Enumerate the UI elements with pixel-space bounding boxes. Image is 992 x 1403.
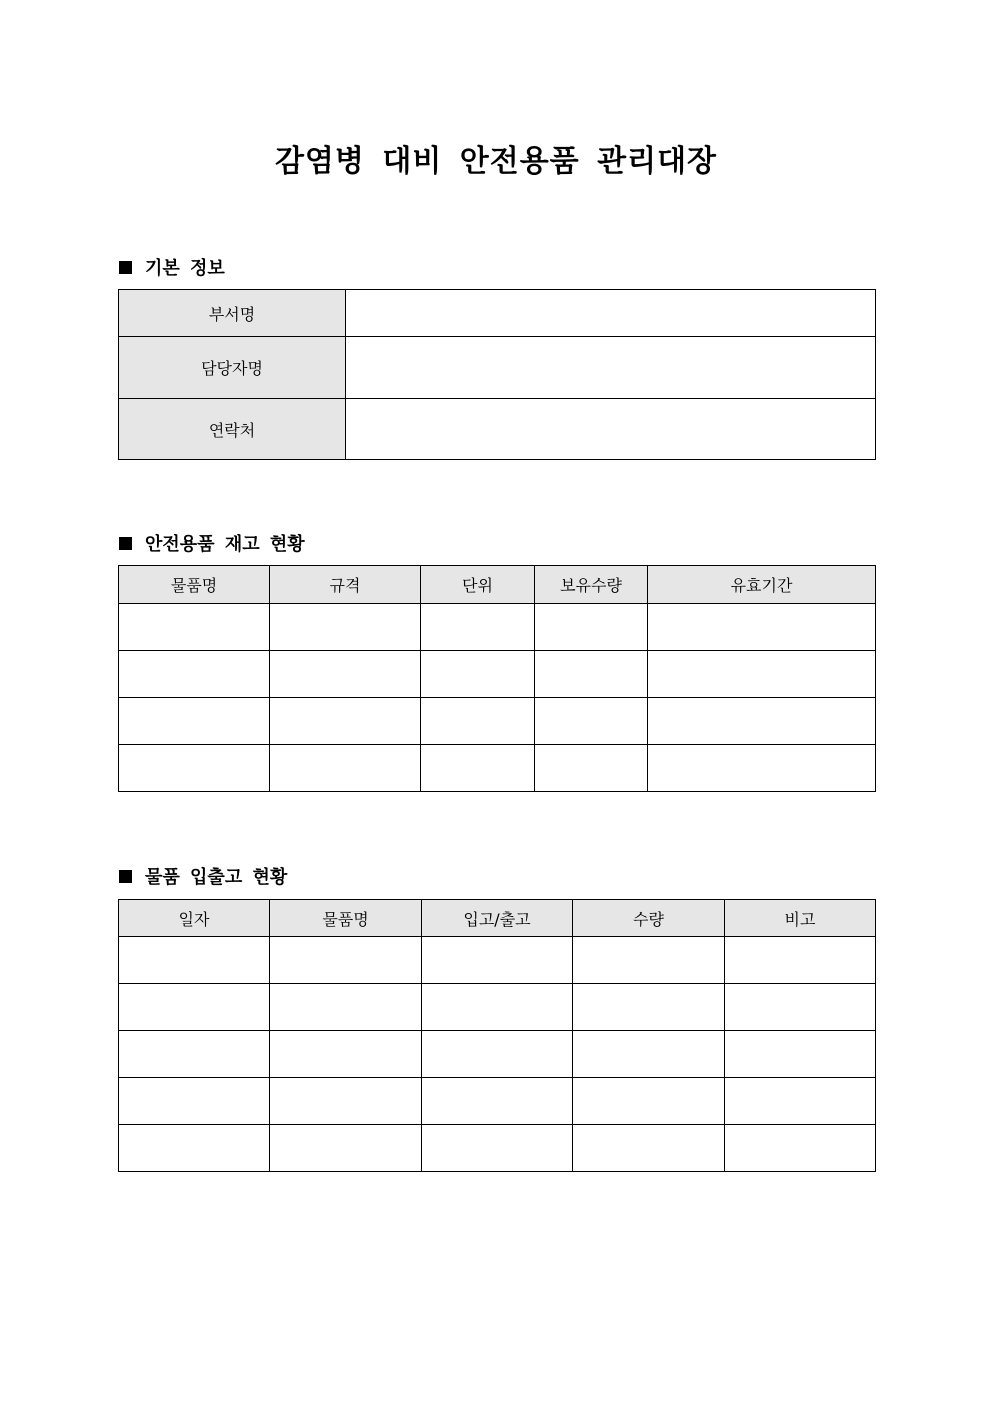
basic-info-table [118,289,876,460]
section-basic-title: 기본 정보 [145,258,225,279]
table-cell[interactable] [421,698,535,745]
table-cell[interactable] [270,745,421,792]
table-cell[interactable] [270,698,421,745]
col-header-remarks: 비고 [725,900,876,937]
table-cell[interactable] [535,604,648,651]
square-bullet-icon [119,261,132,274]
table-cell[interactable] [422,1078,573,1125]
table-cell[interactable] [119,604,270,651]
department-label: 부서명 [119,290,346,337]
col-header-quantity: 수량 [573,900,725,937]
square-bullet-icon [119,537,132,550]
table-row [119,1078,876,1125]
table-cell[interactable] [270,1078,422,1125]
table-cell[interactable] [270,1125,422,1172]
table-cell[interactable] [270,604,421,651]
basic-row-contact [119,399,876,460]
table-cell[interactable] [535,745,648,792]
table-cell[interactable] [648,604,876,651]
table-cell[interactable] [648,698,876,745]
col-header-item-name: 물품명 [119,566,270,604]
section-inout-title: 물품 입출고 현황 [145,867,288,888]
table-cell[interactable] [573,1031,725,1078]
table-cell[interactable] [119,651,270,698]
table-cell[interactable] [270,984,422,1031]
table-cell[interactable] [421,604,535,651]
table-cell[interactable] [422,984,573,1031]
table-cell[interactable] [422,937,573,984]
table-cell[interactable] [725,1125,876,1172]
table-cell[interactable] [119,984,270,1031]
table-row [119,604,876,651]
section-inventory-title: 안전용품 재고 현황 [145,534,305,555]
table-cell[interactable] [421,745,535,792]
table-row [119,1031,876,1078]
table-cell[interactable] [270,651,421,698]
table-row [119,937,876,984]
basic-row-department [119,290,876,337]
table-row [119,698,876,745]
table-cell[interactable] [535,698,648,745]
table-cell[interactable] [573,1078,725,1125]
table-cell[interactable] [119,698,270,745]
table-cell[interactable] [421,651,535,698]
table-cell[interactable] [725,937,876,984]
table-cell[interactable] [119,1031,270,1078]
section-inout-heading [119,863,287,889]
table-cell[interactable] [119,937,270,984]
col-header-unit: 단위 [421,566,535,604]
inout-table [118,899,876,1172]
col-header-date: 일자 [119,900,270,937]
square-bullet-icon [119,870,132,883]
table-row [119,1125,876,1172]
inout-header-row [119,900,876,937]
basic-row-manager [119,337,876,399]
table-cell[interactable] [270,937,422,984]
col-header-in-out: 입고/출고 [422,900,573,937]
inventory-table [118,565,876,792]
table-cell[interactable] [535,651,648,698]
manager-label: 담당자명 [119,337,346,399]
table-cell[interactable] [119,745,270,792]
table-row [119,651,876,698]
table-row [119,745,876,792]
col-header-spec: 규격 [270,566,421,604]
table-cell[interactable] [648,745,876,792]
table-cell[interactable] [725,1031,876,1078]
col-header-item-name: 물품명 [270,900,422,937]
table-cell[interactable] [573,937,725,984]
table-cell[interactable] [422,1031,573,1078]
inventory-header-row [119,566,876,604]
manager-field[interactable] [346,337,876,399]
table-cell[interactable] [119,1125,270,1172]
table-cell[interactable] [648,651,876,698]
table-cell[interactable] [725,984,876,1031]
col-header-quantity-held: 보유수량 [535,566,648,604]
section-inventory-heading [119,530,305,556]
table-cell[interactable] [270,1031,422,1078]
table-cell[interactable] [725,1078,876,1125]
contact-field[interactable] [346,399,876,460]
page-title: 감염병 대비 안전용품 관리대장 [274,144,718,179]
contact-label: 연락처 [119,399,346,460]
table-row [119,984,876,1031]
table-cell[interactable] [573,984,725,1031]
table-cell[interactable] [422,1125,573,1172]
col-header-expiry: 유효기간 [648,566,876,604]
section-basic-heading [119,254,225,280]
department-field[interactable] [346,290,876,337]
table-cell[interactable] [573,1125,725,1172]
table-cell[interactable] [119,1078,270,1125]
